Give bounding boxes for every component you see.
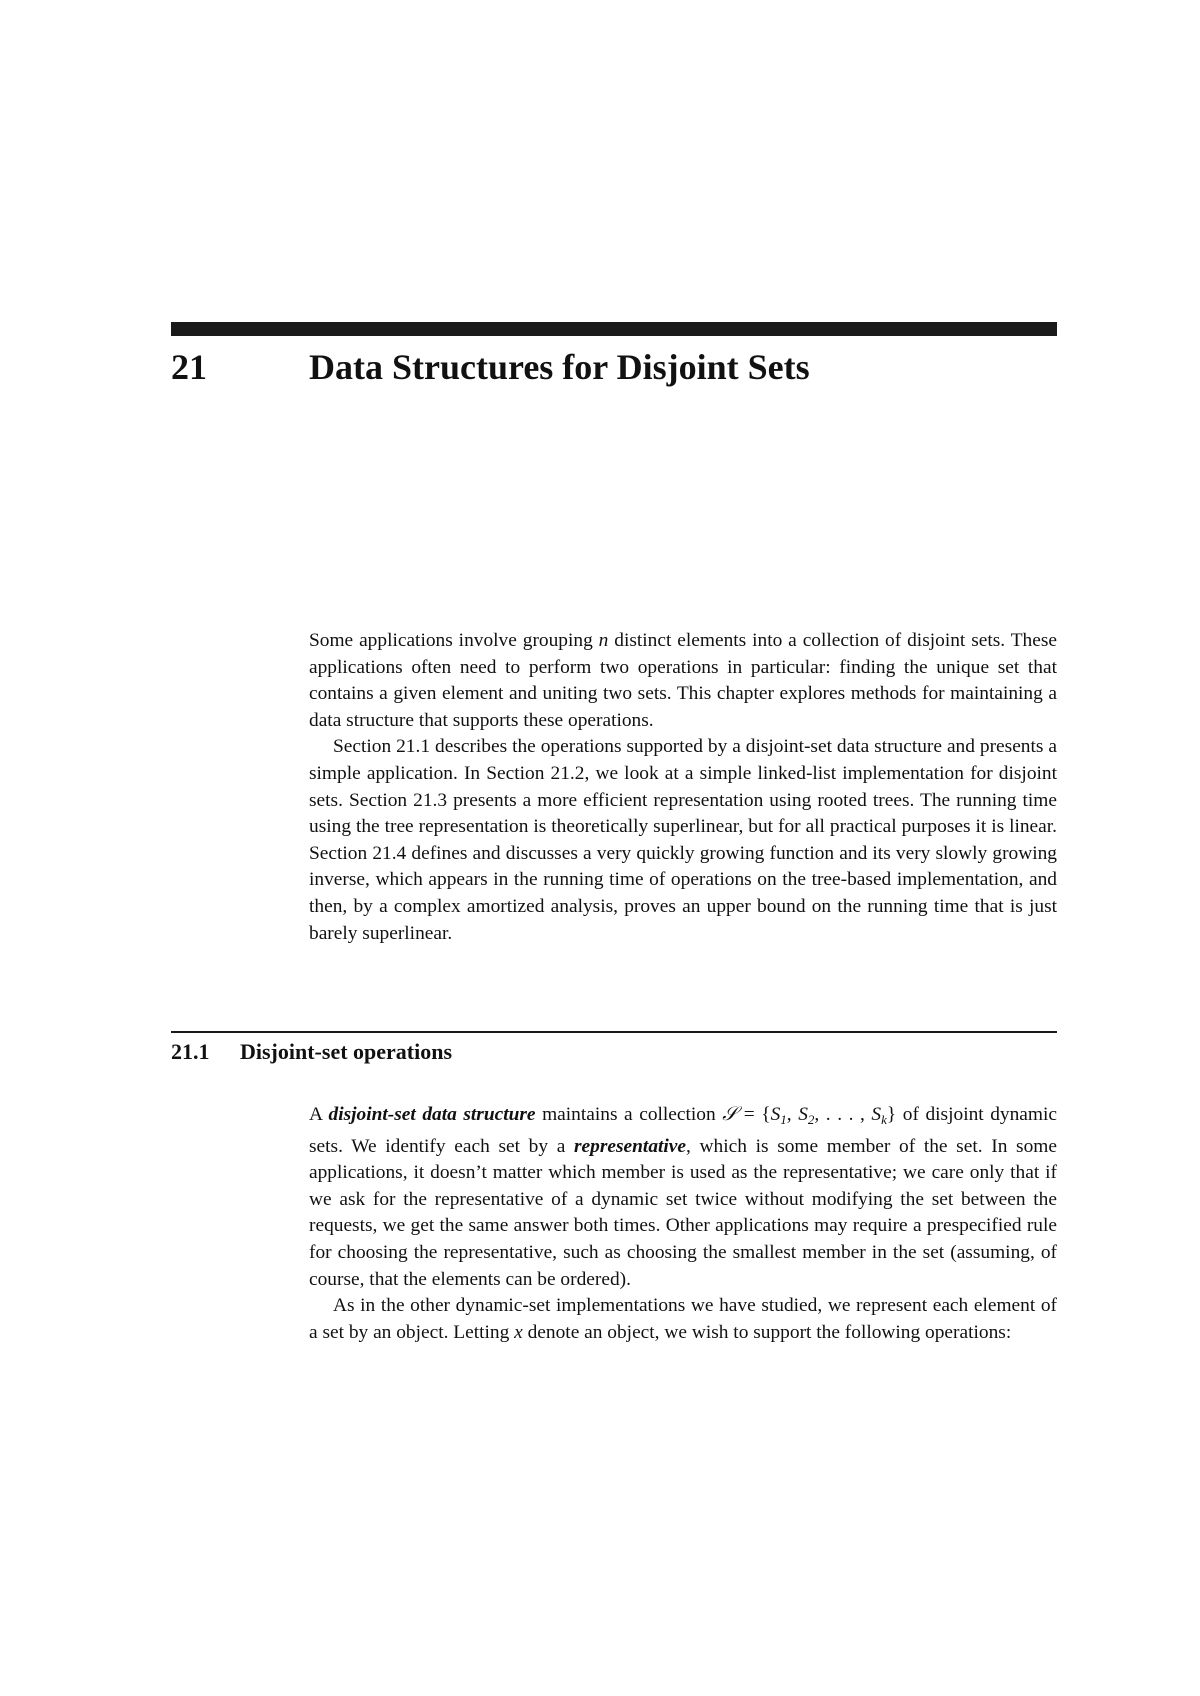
section-body: [309, 1101, 1057, 1346]
chapter-rule: [171, 322, 1057, 336]
intro-text: Some applications involve grouping: [309, 630, 599, 651]
set-symbol: S: [798, 1104, 808, 1125]
math-text: }: [886, 1104, 897, 1125]
math-text: ,: [786, 1104, 799, 1125]
section-text: , which is some member of the set. In some applications, it doesn’t matter which member is used as the representative; we care only that if we ask for the representative of a dynamic set twice without modifying the set between the requests, we get the same answer both times. Other applications may require a prespecified rule for choosing the representative, such as choosing the smallest member in the set (assuming, of course, that the elements can be ordered).: [309, 1135, 1057, 1290]
section-text: denote an object, we wish to support the following operations:: [522, 1321, 1012, 1343]
section-rule: [171, 1031, 1057, 1033]
section-paragraph-2: [309, 1293, 1057, 1346]
term-representative: representative: [574, 1135, 687, 1157]
variable-n: n: [598, 630, 609, 651]
intro-paragraph-2: Section 21.1 describes the operations supported by a disjoint-set data structure and presents a simple application. In Section 21.2, we look at a simple linked-list implementation for disjoint sets. Section 21.3 presents a more efficient representation using rooted trees. The running time using the tree representation is theoretically superlinear, but for all practical purposes it is linear. Section 21.4 defines and discusses a very quickly growing function and its very slowly growing inverse, which appears in the running time of operations on the tree-based implementation, and then, by a complex amortized analysis, proves an upper bound on the running time that is just barely superlinear.: [309, 736, 1057, 944]
term-disjoint-set-data-structure: disjoint-set data structure: [328, 1104, 536, 1125]
subscript: 1: [780, 1112, 787, 1127]
chapter-title: Data Structures for Disjoint Sets: [309, 347, 810, 387]
intro-text: distinct elements into a collection of disjoint sets. These applications often need to perform two operations in particular: finding the unique set that contains a given element and uniting two sets. This chapter explores methods for maintaining a data structure that supports these operations.: [309, 630, 1057, 731]
section-text: of disjoint dynamic sets. We identify each set by a: [309, 1104, 1057, 1157]
section-paragraph-1: [309, 1101, 1057, 1293]
collection-symbol: 𝒮: [722, 1102, 738, 1125]
section-title: Disjoint-set operations: [240, 1039, 453, 1064]
section-text: maintains a collection: [535, 1104, 723, 1125]
section-text: As in the other dynamic-set implementations we have studied, we represent each element of a set by an object. Letting: [309, 1295, 1057, 1343]
chapter-intro: [309, 628, 1057, 947]
math-text: = {: [737, 1104, 771, 1125]
subscript: 2: [807, 1112, 815, 1127]
subscript: k: [881, 1112, 887, 1127]
set-symbol: S: [770, 1104, 781, 1125]
chapter-number: 21: [171, 347, 207, 387]
intro-paragraph-1: [309, 628, 1057, 734]
section-number: 21.1: [171, 1039, 210, 1064]
set-symbol: S: [871, 1104, 882, 1125]
math-text: , . . . ,: [814, 1104, 872, 1125]
variable-x: x: [514, 1321, 523, 1343]
section-text: A: [309, 1104, 329, 1125]
